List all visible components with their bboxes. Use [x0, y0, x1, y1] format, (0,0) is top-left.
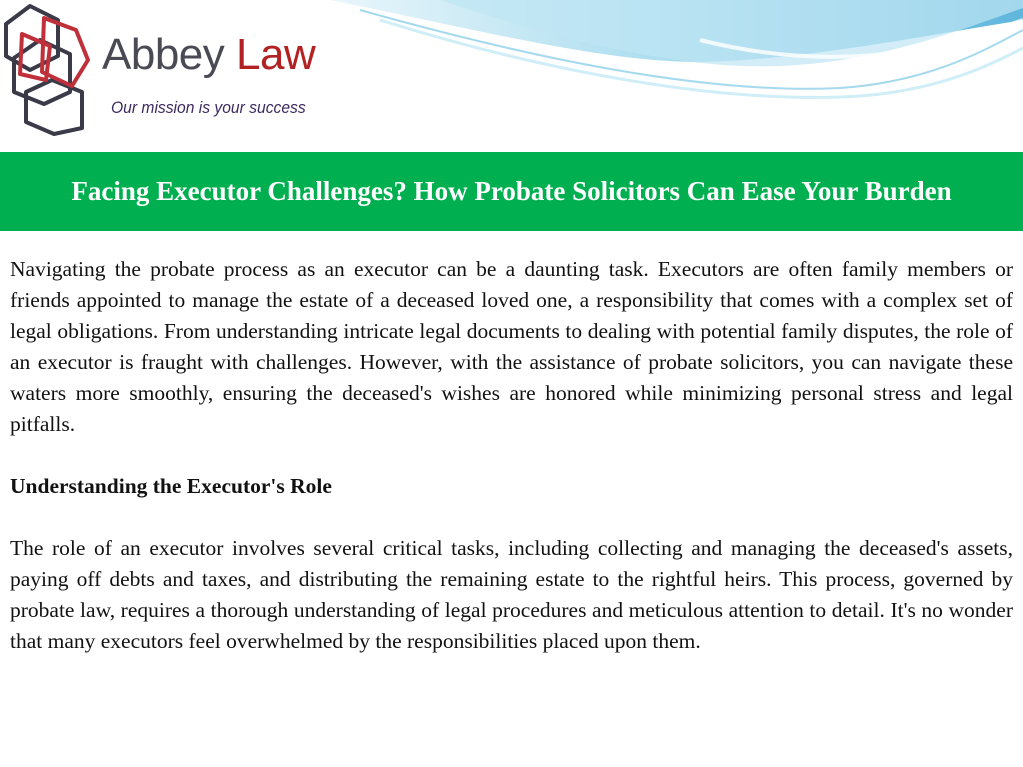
intro-paragraph: Navigating the probate process as an executor can be a daunting task. Executors are often family members or friends appointed to manage the estate of a deceased loved one, a responsibility that comes with a complex set of legal obligations. From understanding intricate legal documents to dealing with potential family disputes, the role of an executor is fraught with challenges. However, with the assistance of probate solicitors, you can navigate these waters more smoothly, ensuring the deceased's wishes are honored while minimizing personal stress and legal pitfalls.: [10, 257, 1013, 436]
abbey-law-logo-icon: [0, 0, 100, 138]
section-paragraph: The role of an executor involves several critical tasks, including collecting and managing the deceased's assets, paying off debts and taxes, and distributing the remaining estate to the rightful heirs. This process, governed by probate law, requires a thorough understanding of legal procedures and meticulous attention to detail. It's no wonder that many executors feel overwhelmed by the responsibilities placed upon them.: [10, 536, 1013, 653]
article-body: [10, 254, 1013, 657]
brand-word-law: Law: [236, 30, 316, 79]
brand-name: [102, 30, 315, 80]
section-heading: Understanding the Executor's Role: [10, 474, 332, 498]
page-title: Facing Executor Challenges? How Probate Solicitors Can Ease Your Burden: [71, 176, 952, 206]
spacer: [10, 502, 1013, 533]
header: [0, 0, 1023, 150]
brand-word-abbey: Abbey: [102, 30, 225, 79]
spacer: [10, 440, 1013, 471]
brand-tagline: Our mission is your success: [111, 98, 306, 117]
title-band: [0, 152, 1023, 231]
